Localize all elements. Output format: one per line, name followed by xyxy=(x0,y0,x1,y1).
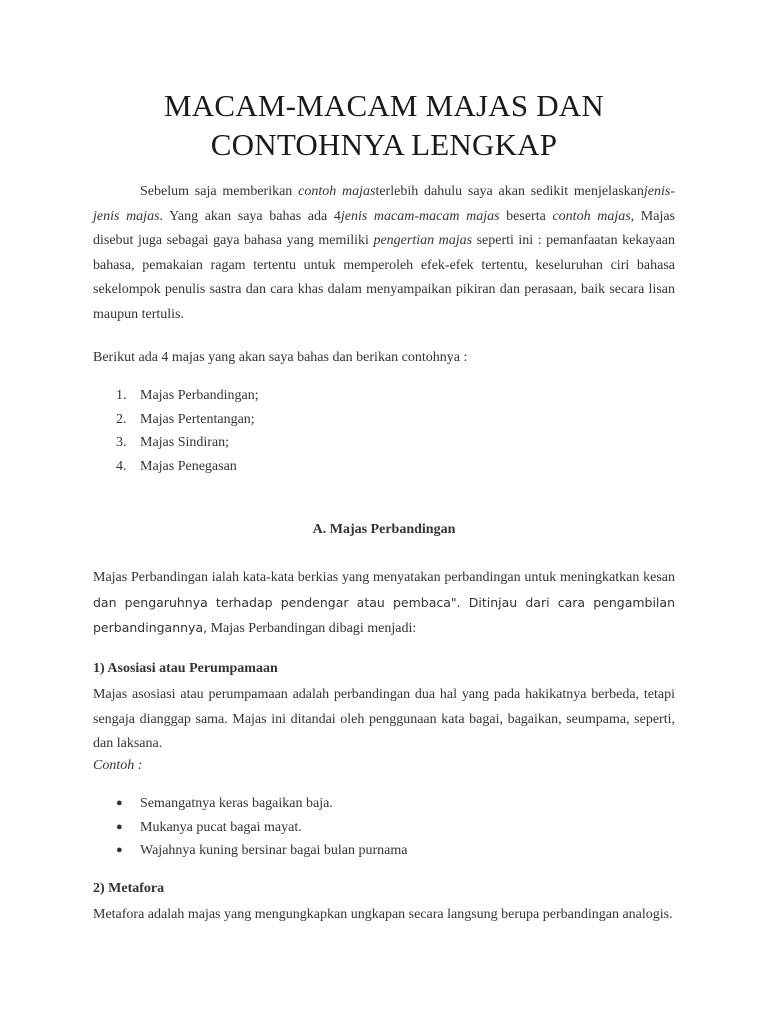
list-item xyxy=(93,431,675,455)
intro-emphasis-1: contoh majas xyxy=(298,184,376,199)
list-item xyxy=(93,384,675,408)
sub2-heading: 2) Metafora xyxy=(93,881,165,896)
section-a-text-2: dan pengaruhnya terhadap pendengar atau pembaca". Ditinjau dari cara pengambilan perbandingannya, xyxy=(93,594,675,635)
list-number: 4. xyxy=(116,458,127,474)
bullet-icon: ● xyxy=(116,797,123,809)
example-text: Wajahnya kuning bersinar bagai bulan purnama xyxy=(140,843,408,858)
intro-emphasis-4: contoh majas xyxy=(552,208,631,224)
example-text: Semangatnya keras bagaikan baja. xyxy=(140,796,333,811)
list-number: 2. xyxy=(116,411,127,427)
section-a-text-1: Majas Perbandingan ialah kata-kata berkias yang menyatakan perbandingan untuk meningkatkan kesan xyxy=(93,570,675,585)
list-label: Majas Penegasan xyxy=(140,458,237,474)
list-item xyxy=(93,816,675,840)
sub1-contoh xyxy=(93,754,675,779)
intro-text-3: . Yang akan saya bahas ada 4 xyxy=(159,208,341,224)
section-a-heading: A. Majas Perbandingan xyxy=(312,522,456,537)
contoh-label: Contoh : xyxy=(93,758,143,773)
sub1-body: Majas asosiasi atau perumpamaan adalah perbandingan dua hal yang pada hakikatnya berbeda, tetapi sengaja dianggap sama. Majas ini ditandai oleh penggunaan kata bagai, bagaikan, seumpama, seperti, dan laksana. xyxy=(93,687,675,751)
intro-text-4: beserta xyxy=(499,208,553,224)
list-label: Majas Pertentangan; xyxy=(140,411,255,427)
list-label: Majas Sindiran; xyxy=(140,435,230,450)
intro-paragraph xyxy=(93,180,675,327)
page-title xyxy=(0,86,768,164)
list-number: 1. xyxy=(116,388,127,403)
section-a-text-3: Majas Perbandingan dibagi menjadi: xyxy=(207,621,417,636)
sub2-body: Metafora adalah majas yang mengungkapkan ungkapan secara langsung berupa perbandingan analogis. xyxy=(93,907,673,922)
section-a-paragraph xyxy=(93,566,675,642)
list-item xyxy=(93,792,675,816)
list-item xyxy=(93,455,675,479)
intro-emphasis-3: jenis macam-macam majas xyxy=(340,208,500,224)
intro-text-6: seperti ini : pemanfaatan kekayaan bahasa, pemakaian ragam tertentu untuk memperoleh efek-efek tertentu, keseluruhan ciri bahasa sekelompok penulis sastra dan cara khas dalam menyampaikan pikiran dan perasaan, baik secara lisan maupun tertulis. xyxy=(93,233,675,322)
list-intro: Berikut ada 4 majas yang akan saya bahas dan berikan contohnya : xyxy=(93,350,468,365)
list-item xyxy=(93,839,675,863)
intro-text-5: , Majas disebut juga sebagai gaya bahasa yang memiliki xyxy=(93,208,676,248)
majas-list xyxy=(93,384,675,478)
list-item xyxy=(93,408,675,432)
intro-emphasis-2: jenis-jenis majas xyxy=(93,184,675,224)
intro-text-2: terlebih dahulu saya akan sedikit menjelaskan xyxy=(375,184,644,199)
title-line-2: CONTOHNYA LENGKAP xyxy=(210,127,558,162)
example-text: Mukanya pucat bagai mayat. xyxy=(140,819,302,835)
sub1-heading: 1) Asosiasi atau Perumpamaan xyxy=(93,661,278,676)
title-line-1: MACAM-MACAM MAJAS DAN xyxy=(164,88,604,123)
bullet-icon: ● xyxy=(116,820,123,833)
list-number: 3. xyxy=(116,435,127,450)
intro-emphasis-5: pengertian majas xyxy=(373,233,473,248)
intro-text-1: Sebelum saja memberikan xyxy=(140,184,299,199)
bullet-icon: ● xyxy=(116,844,123,856)
example-list xyxy=(93,792,675,863)
list-label: Majas Perbandingan; xyxy=(140,388,259,403)
